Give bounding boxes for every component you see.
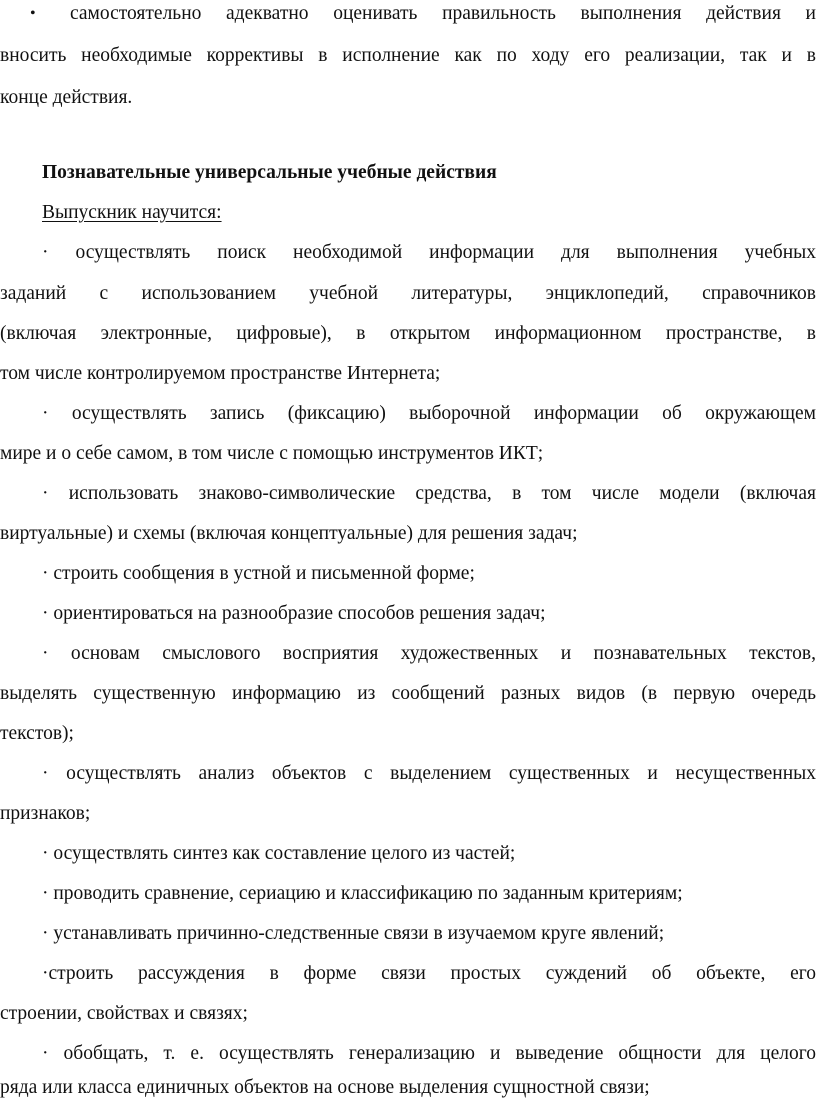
text-line-4: том числе контролируемом пространстве Интернета; xyxy=(0,363,441,384)
text-line-5: · осуществлять запись (фиксацию) выборочной информации об окружающем xyxy=(42,403,816,424)
text-line-18: · устанавливать причинно-следственные связи в изучаемом круге явлений; xyxy=(42,923,665,944)
text-line-10: · ориентироваться на разнообразие способов решения задач; xyxy=(42,603,546,624)
text-line-3: (включая электронные, цифровые), в открытом информационном пространстве, в xyxy=(0,323,816,344)
text-line-11: · основам смыслового восприятия художественных и познавательных текстов, xyxy=(42,643,816,664)
text-line-12: выделять существенную информацию из сообщений разных видов (в первую очередь xyxy=(0,683,816,704)
text-line-9: · строить сообщения в устной и письменной форме; xyxy=(42,563,475,584)
intro-line-3: конце действия. xyxy=(0,87,133,108)
text-line-2: заданий с использованием учебной литературы, энциклопедий, справочников xyxy=(0,283,816,304)
text-line-20: строении, свойствах и связях; xyxy=(0,1003,248,1024)
text-line-8: виртуальные) и схемы (включая концептуальные) для решения задач; xyxy=(0,523,578,544)
text-line-19: ·строить рассуждения в форме связи простых суждений об объекте, его xyxy=(42,963,816,984)
text-line-17: · проводить сравнение, сериацию и классификацию по заданным критериям; xyxy=(42,883,683,904)
text-line-22: ряда или класса единичных объектов на основе выделения сущностной связи; xyxy=(0,1077,650,1098)
text-line-14: · осуществлять анализ объектов с выделением существенных и несущественных xyxy=(42,763,816,784)
text-line-21: · обобщать, т. е. осуществлять генерализацию и выведение общности для целого xyxy=(42,1043,816,1064)
text-line-7: · использовать знаково-символические средства, в том числе модели (включая xyxy=(42,483,816,504)
bullet-icon: • xyxy=(30,5,36,22)
intro-line-1: самостоятельно адекватно оценивать правильность выполнения действия и xyxy=(70,3,816,24)
section-subheading: Выпускник научится: xyxy=(42,202,222,223)
text-line-13: текстов); xyxy=(0,723,74,744)
text-line-1: · осуществлять поиск необходимой информации для выполнения учебных xyxy=(42,242,816,263)
text-line-6: мире и о себе самом, в том числе с помощью инструментов ИКТ; xyxy=(0,443,544,464)
text-line-16: · осуществлять синтез как составление целого из частей; xyxy=(42,843,516,864)
intro-line-2: вносить необходимые коррективы в исполнение как по ходу его реализации, так и в xyxy=(0,45,816,66)
text-line-15: признаков; xyxy=(0,803,91,824)
section-heading: Познавательные универсальные учебные действия xyxy=(42,162,497,183)
